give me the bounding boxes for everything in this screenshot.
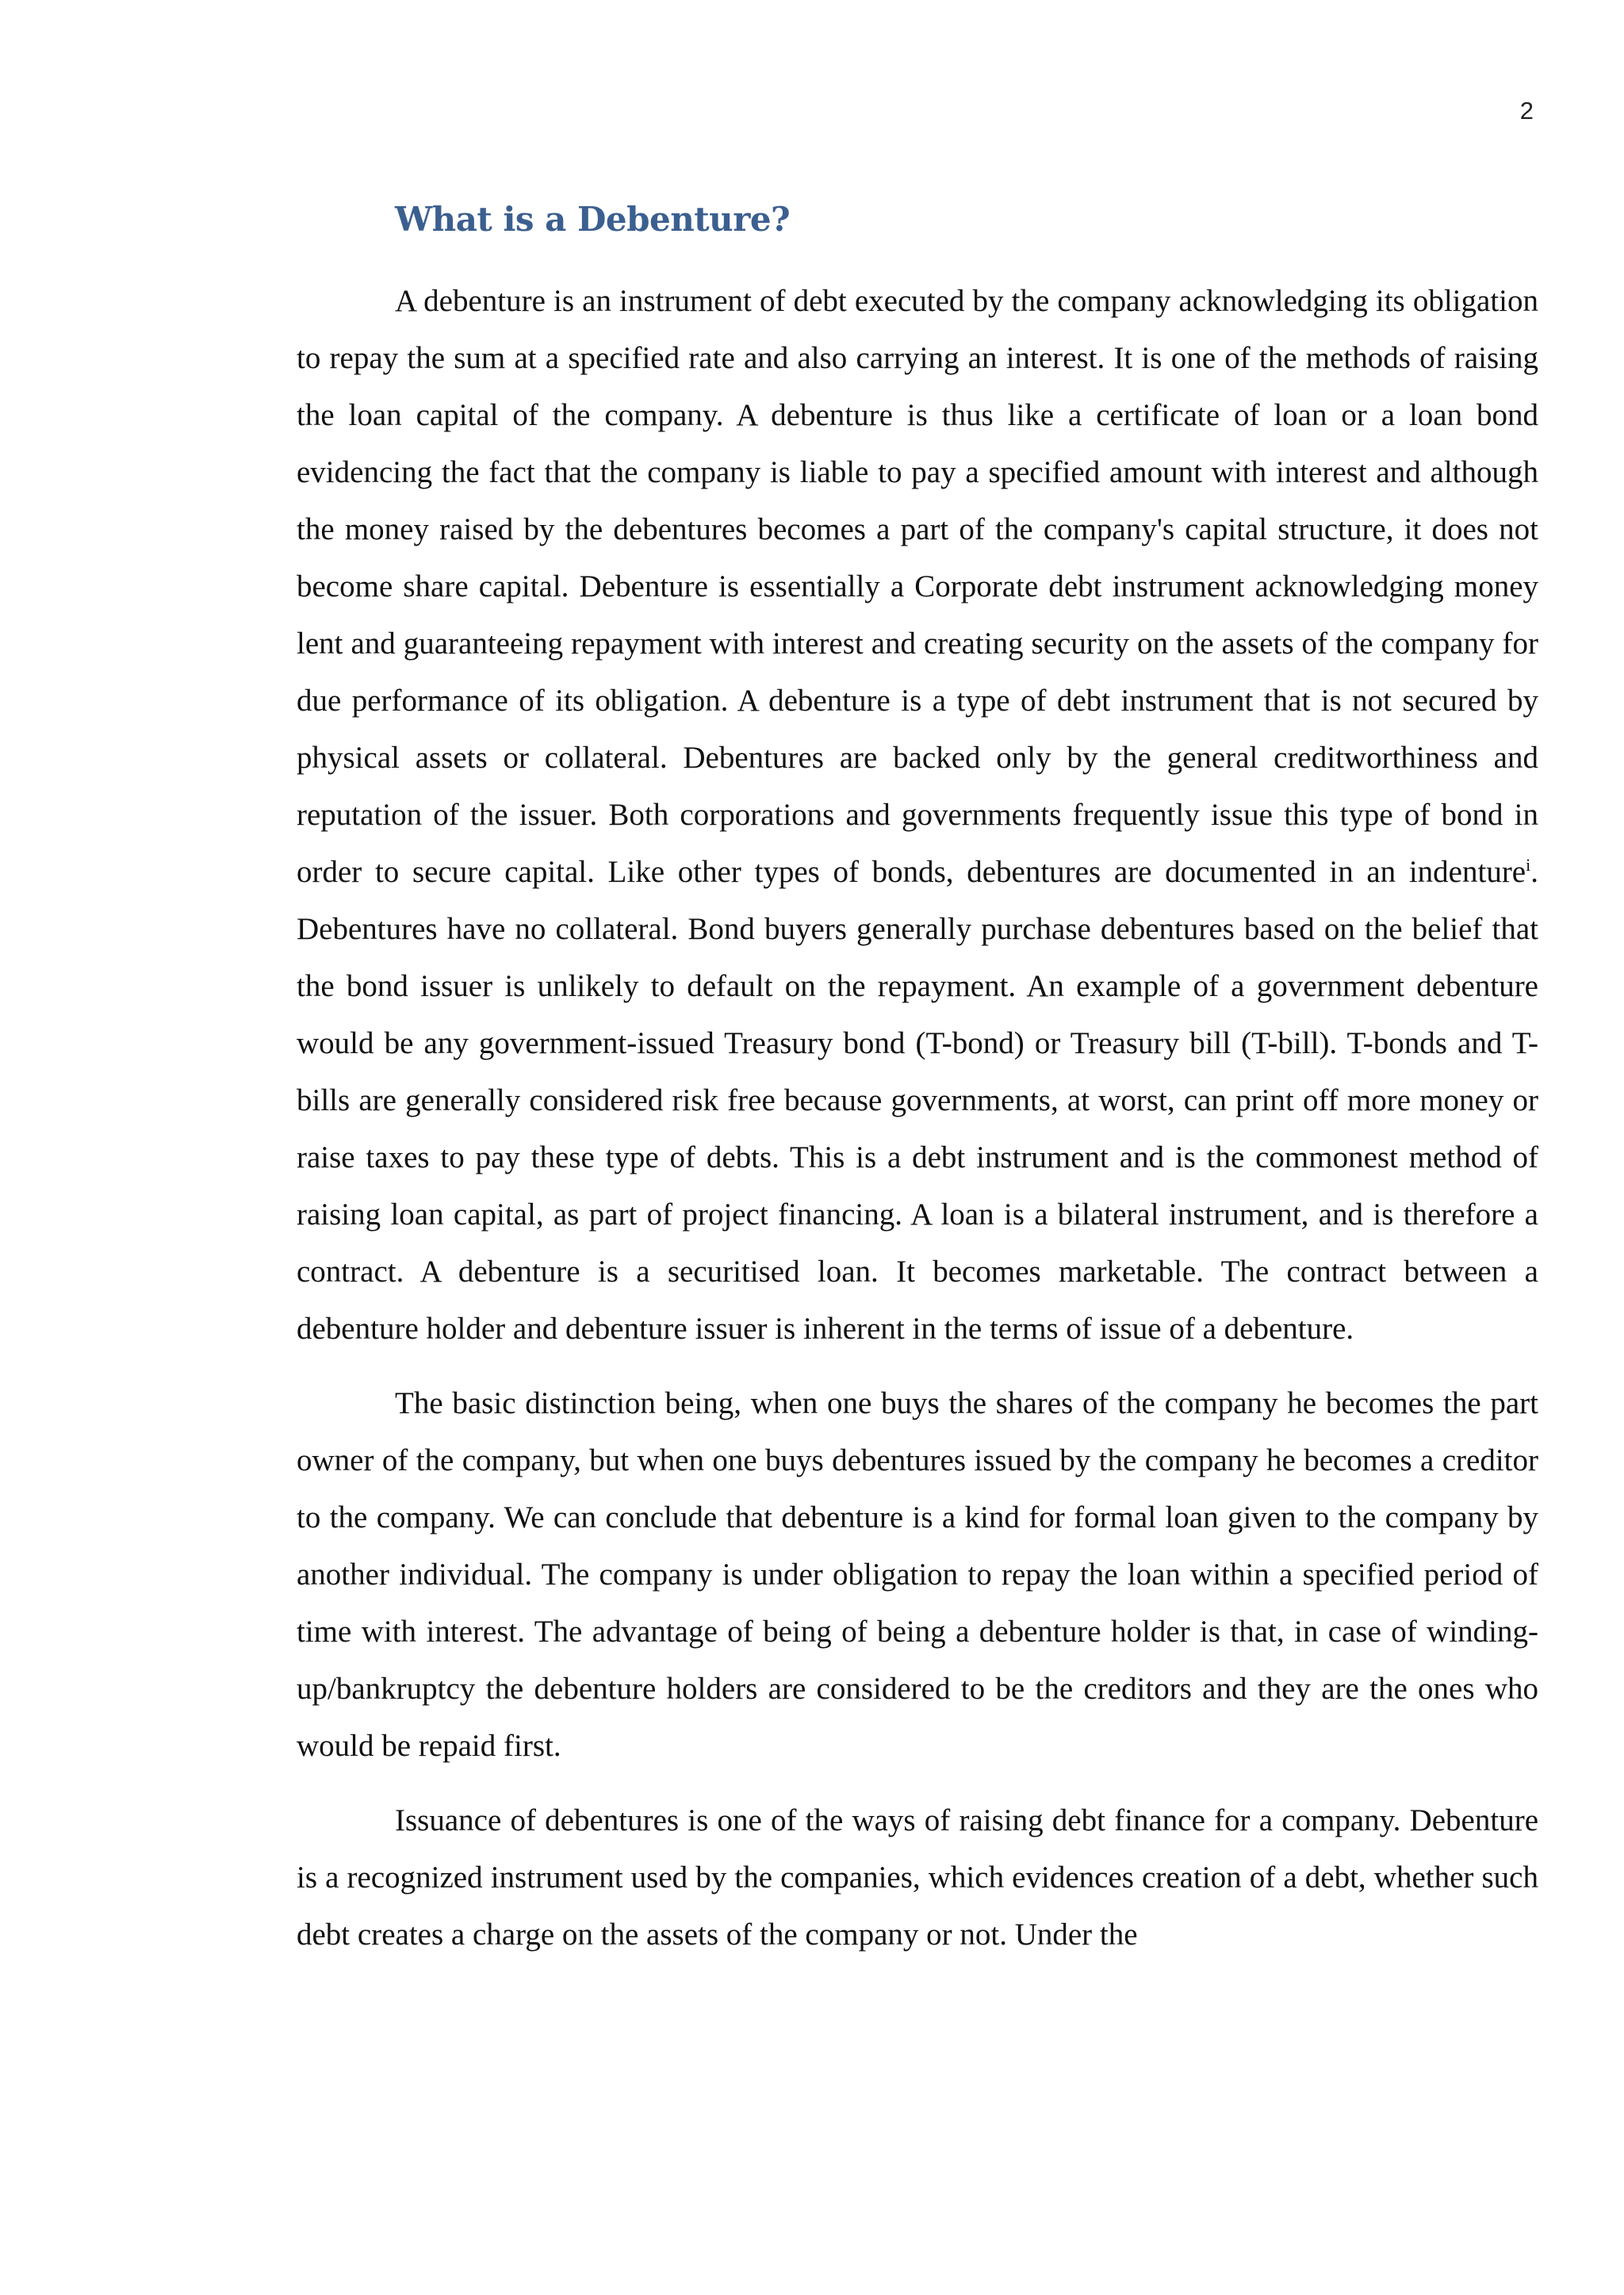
- section-heading: What is a Debenture?: [395, 200, 791, 239]
- paragraph-1: [297, 273, 1538, 1358]
- paragraph-2: The basic distinction being, when one buys the shares of the company he becomes the part owner of the company, but when one buys debentures issued by the company he becomes a creditor to the company. We can conclude that debenture is a kind for formal loan given to the company by another individual. The company is under obligation to repay the loan within a specified period of time with interest. The advantage of being of being a debenture holder is that, in case of winding-up/bankruptcy the debenture holders are considered to be the creditors and they are the ones who would be repaid first.: [297, 1386, 1538, 1763]
- paragraph-1-continuation: . Debentures have no collateral. Bond buyers generally purchase debentures based on the belief that the bond issuer is unlikely to default on the repayment. An example of a government debenture would be any government-issued Treasury bond (T-bond) or Treasury bill (T-bill). T-bonds and T-bills are generally considered risk free because governments, at worst, can print off more money or raise taxes to pay these type of debts. This is a debt instrument and is the commonest method of raising loan capital, as part of project financing. A loan is a bilateral instrument, and is therefore a contract. A debenture is a securitised loan. It becomes marketable. The contract between a debenture holder and debenture issuer is inherent in the terms of issue of a debenture.: [297, 855, 1538, 1346]
- page-number: 2: [1519, 97, 1534, 125]
- body-text: [297, 273, 1538, 1981]
- paragraph-3: Issuance of debentures is one of the ways of raising debt finance for a company. Debenture is a recognized instrument used by the companies, which evidences creation of a debt, whether such debt creates a charge on the assets of the company or not. Under the: [297, 1803, 1538, 1952]
- footnote-reference[interactable]: i: [1526, 855, 1531, 875]
- paragraph-1-text: A debenture is an instrument of debt executed by the company acknowledging its obligation to repay the sum at a specified rate and also carrying an interest. It is one of the methods of raising the loan capital of the company. A debenture is thus like a certificate of loan or a loan bond evidencing the fact that the company is liable to pay a specified amount with interest and although the money raised by the debentures becomes a part of the company's capital structure, it does not become share capital. Debenture is essentially a Corporate debt instrument acknowledging money lent and guaranteeing repayment with interest and creating security on the assets of the company for due performance of its obligation. A debenture is a type of debt instrument that is not secured by physical assets or collateral. Debentures are backed only by the general creditworthiness and reputation of the issuer. Both corporations and governments frequently issue this type of bond in order to secure capital. Like other types of bonds, debentures are documented in an indenture: [297, 284, 1538, 889]
